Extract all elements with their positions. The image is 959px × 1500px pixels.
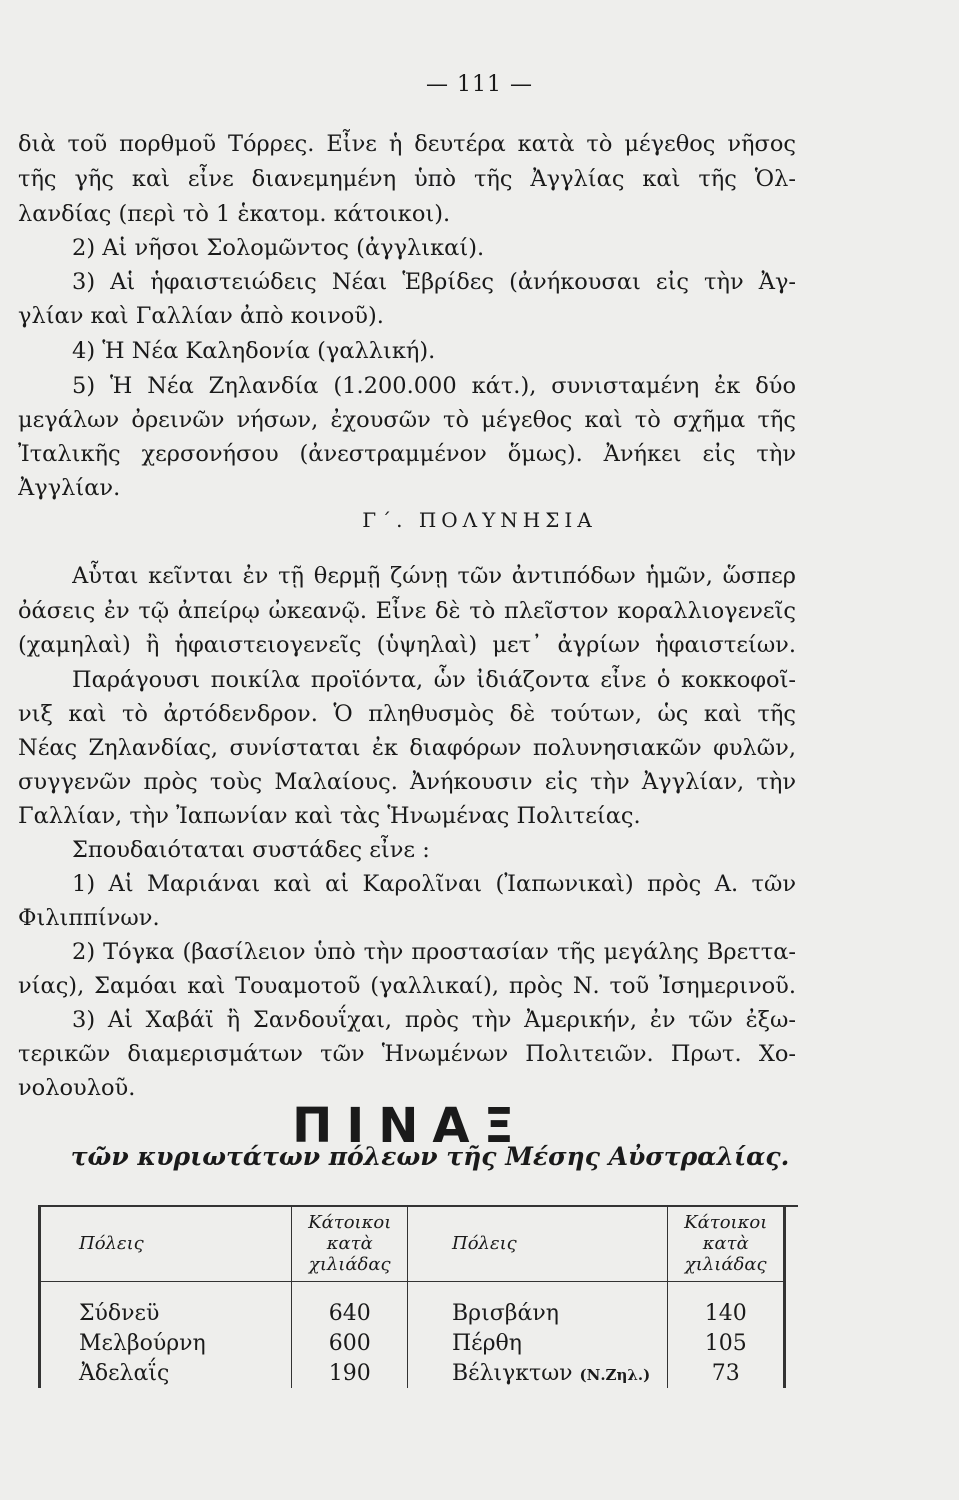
- city-name: Βρισβάνη: [408, 1282, 668, 1329]
- city-population: 640: [292, 1282, 408, 1329]
- text-line: Αὗται κεῖνται ἐν τῇ θερμῇ ζώνῃ τῶν ἀντιπόδων ἡμῶν, ὥσπερ: [72, 563, 796, 589]
- text-line: νιξ καὶ τὸ ἀρτόδενδρον. Ὁ πληθυσμὸς δὲ τούτων, ὡς καὶ τῆς: [18, 701, 796, 727]
- city-population: 600: [292, 1328, 408, 1358]
- header-inhabitants-line2: κατὰ: [326, 1232, 373, 1254]
- table-row: [40, 1328, 785, 1358]
- city-name: Μελβούρνη: [40, 1328, 292, 1358]
- text-line: μεγάλων ὀρεινῶν νήσων, ἐχουσῶν τὸ μέγεθος καὶ τὸ σχῆμα τῆς: [18, 407, 796, 433]
- table-title: ΠΙΝΑΞ: [292, 1098, 528, 1154]
- text-line: Σπουδαιόταται συστάδες εἶνε :: [72, 837, 430, 863]
- section-heading: Γ΄. ΠΟΛΥΝΗΣΙΑ: [362, 508, 597, 532]
- table-header-row: [40, 1205, 785, 1282]
- text-line: Νέας Ζηλανδίας, συνίσταται ἐκ διαφόρων πολυνησιακῶν φυλῶν,: [18, 735, 796, 761]
- text-line: 3) Αἱ ἡφαιστειώδεις Νέαι Ἑβρίδες (ἀνήκουσαι εἰς τὴν Ἀγ-: [72, 269, 796, 295]
- city-population: 73: [668, 1358, 785, 1388]
- text-line: Ἰταλικῆς χερσονήσου (ἀνεστραμμένον ὅμως). Ἀνήκει εἰς τὴν: [18, 441, 796, 467]
- text-line: νίας), Σαμόαι καὶ Τουαμοτοῦ (γαλλικαί), πρὸς Ν. τοῦ Ἰσημερινοῦ.: [18, 973, 796, 999]
- city-population: 140: [668, 1282, 785, 1329]
- header-inhabitants: [668, 1205, 785, 1282]
- text-line: (χαμηλαὶ) ἢ ἡφαιστειογενεῖς (ὑψηλαὶ) μετ᾽ ἀγρίων ἡφαιστείων.: [18, 632, 796, 658]
- header-city: Πόλεις: [408, 1205, 668, 1282]
- text-line: 2) Τόγκα (βασίλειον ὑπὸ τὴν προστασίαν τῆς μεγάλης Βρεττα-: [72, 939, 796, 965]
- text-line: 1) Αἱ Μαριάναι καὶ αἱ Καρολῖναι (Ἰαπωνικαὶ) πρὸς Α. τῶν: [72, 871, 796, 897]
- city-name: Πέρθη: [408, 1328, 668, 1358]
- text-line: διὰ τοῦ πορθμοῦ Τόρρες. Εἶνε ἡ δευτέρα κατὰ τὸ μέγεθος νῆσος: [18, 131, 796, 157]
- text-line: Παράγουσι ποικίλα προϊόντα, ὧν ἰδιάζοντα εἶνε ὁ κοκκοφοῖ-: [72, 667, 796, 693]
- header-inhabitants-line2: κατὰ: [702, 1232, 749, 1254]
- city-population: 190: [292, 1358, 408, 1388]
- text-line: Γαλλίαν, τὴν Ἰαπωνίαν καὶ τὰς Ἡνωμένας Πολιτείας.: [18, 803, 641, 829]
- text-line: νολουλοῦ.: [18, 1075, 136, 1101]
- city-name: Ἀδελαΐς: [40, 1358, 292, 1388]
- header-inhabitants-line1: Κάτοικοι: [684, 1211, 768, 1233]
- cities-table: [38, 1205, 786, 1388]
- header-inhabitants: [292, 1205, 408, 1282]
- text-line: γλίαν καὶ Γαλλίαν ἀπὸ κοινοῦ).: [18, 303, 384, 329]
- text-line: 4) Ἡ Νέα Καληδονία (γαλλική).: [72, 338, 436, 364]
- header-inhabitants-line3: χιλιάδας: [684, 1253, 767, 1275]
- table-subtitle: τῶν κυριωτάτων πόλεων τῆς Μέσης Αὐστραλίας.: [70, 1142, 790, 1171]
- header-inhabitants-line1: Κάτοικοι: [308, 1211, 392, 1233]
- text-line: λανδίας (περὶ τὸ 1 ἑκατομ. κάτοικοι).: [18, 201, 451, 227]
- text-line: συγγενῶν πρὸς τοὺς Μαλαίους. Ἀνήκουσιν εἰς τὴν Ἀγγλίαν, τὴν: [18, 769, 796, 795]
- table-row: [40, 1358, 785, 1388]
- header-inhabitants-line3: χιλιάδας: [308, 1253, 391, 1275]
- text-line: 2) Αἱ νῆσοι Σολομῶντος (ἀγγλικαί).: [72, 235, 485, 261]
- text-line: Φιλιππίνων.: [18, 905, 160, 931]
- text-line: ὀάσεις ἐν τῷ ἀπείρῳ ὠκεανῷ. Εἶνε δὲ τὸ πλεῖστον κοραλλιογενεῖς: [18, 598, 796, 624]
- text-line: 3) Αἱ Χαβάϊ ἢ Σανδουΐχαι, πρὸς τὴν Ἀμερικήν, ἐν τῶν ἐξω-: [72, 1007, 796, 1033]
- text-line: τερικῶν διαμερισμάτων τῶν Ἡνωμένων Πολιτειῶν. Πρωτ. Χο-: [18, 1041, 796, 1067]
- header-city: Πόλεις: [40, 1205, 292, 1282]
- text-line: Ἀγγλίαν.: [18, 475, 121, 501]
- city-name: Σύδνεϋ: [40, 1282, 292, 1329]
- text-line: 5) Ἡ Νέα Ζηλανδία (1.200.000 κάτ.), συνισταμένη ἐκ δύο: [72, 373, 796, 399]
- text-line: τῆς γῆς καὶ εἶνε διανεμημένη ὑπὸ τῆς Ἀγγλίας καὶ τῆς Ὁλ-: [18, 166, 796, 192]
- city-name-cell: [408, 1358, 668, 1388]
- page-number: — 111 —: [426, 72, 533, 97]
- table-row: [40, 1282, 785, 1329]
- city-name: Βέλιγκτων: [452, 1360, 573, 1386]
- city-note: (Ν.Ζηλ.): [579, 1365, 651, 1384]
- city-population: 105: [668, 1328, 785, 1358]
